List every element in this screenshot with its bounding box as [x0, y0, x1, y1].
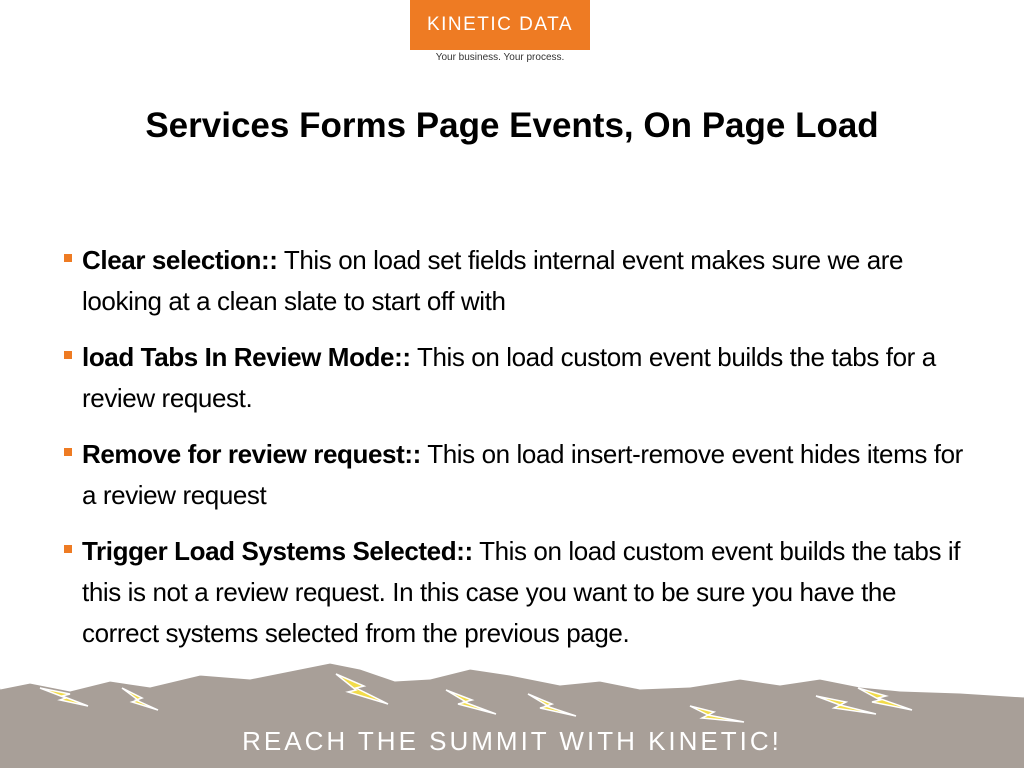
bullet-lead: load Tabs In Review Mode:: [82, 342, 411, 372]
square-bullet-icon [64, 254, 72, 262]
bullet-item [64, 434, 974, 516]
bullet-lead: Remove for review request:: [82, 439, 421, 469]
bullet-lead: Trigger Load Systems Selected:: [82, 536, 473, 566]
square-bullet-icon [64, 448, 72, 456]
bullet-item [64, 531, 974, 654]
bullet-text: This on load insert-remove event hides items for a review request [82, 439, 963, 510]
bullet-text: This on load custom event builds the tabs for a review request. [82, 342, 936, 413]
square-bullet-icon [64, 545, 72, 553]
kinetic-data-logo [410, 0, 590, 50]
bullet-item [64, 240, 974, 322]
bullet-item [64, 337, 974, 419]
footer-slogan: REACH THE SUMMIT WITH KINETIC! [242, 726, 782, 756]
slide-title: Services Forms Page Events, On Page Load [145, 106, 879, 145]
bullet-lead: Clear selection:: [82, 245, 278, 275]
bullet-text: This on load set fields internal event makes sure we are looking at a clean slate to start off with [82, 245, 904, 316]
logo-name: KINETIC DATA [426, 14, 574, 35]
square-bullet-icon [64, 351, 72, 359]
bullet-list [64, 240, 974, 669]
logo-tagline: Your business. Your process. [435, 52, 565, 63]
bullet-text: This on load custom event builds the tabs if this is not a review request. In this case you want to be sure you have the correct systems selected from the previous page. [82, 536, 961, 648]
